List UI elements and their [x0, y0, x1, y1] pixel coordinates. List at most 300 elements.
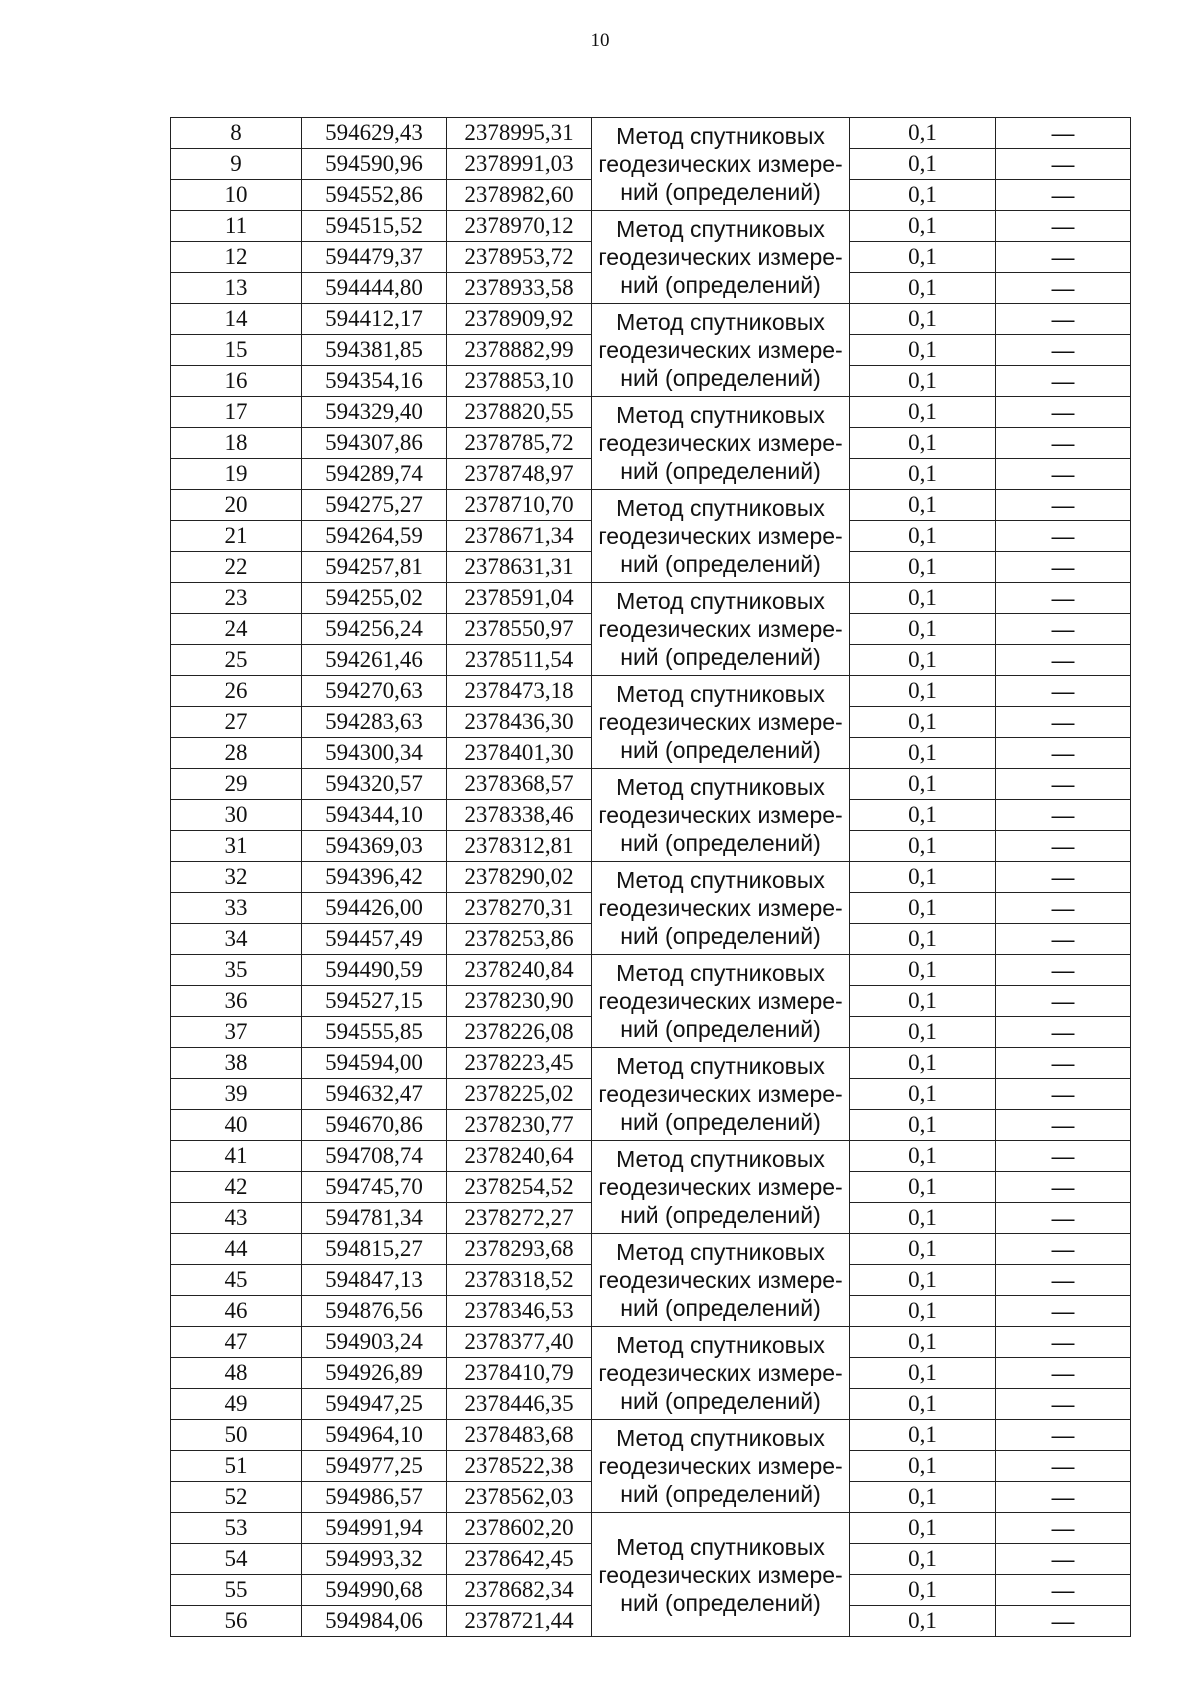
note-cell: —: [996, 738, 1131, 769]
point-number-cell: 11: [171, 211, 302, 242]
note-cell: —: [996, 1482, 1131, 1513]
y-coordinate-cell: 2378240,84: [447, 955, 592, 986]
point-number-cell: 22: [171, 552, 302, 583]
y-coordinate-cell: 2378933,58: [447, 273, 592, 304]
accuracy-cell: 0,1: [850, 149, 996, 180]
method-text-line: Метод спутниковых: [616, 1239, 825, 1265]
note-cell: —: [996, 521, 1131, 552]
method-text-line: Метод спутниковых: [616, 216, 825, 242]
point-number-cell: 17: [171, 397, 302, 428]
point-number-cell: 33: [171, 893, 302, 924]
method-text-line: Метод спутниковых: [616, 1332, 825, 1358]
y-coordinate-cell: 2378346,53: [447, 1296, 592, 1327]
accuracy-cell: 0,1: [850, 986, 996, 1017]
method-text-line: Метод спутниковых: [616, 1053, 825, 1079]
point-number-cell: 27: [171, 707, 302, 738]
method-cell: [592, 862, 850, 955]
table-row: [171, 676, 1131, 707]
x-coordinate-cell: 594552,86: [302, 180, 447, 211]
point-number-cell: 44: [171, 1234, 302, 1265]
y-coordinate-cell: 2378995,31: [447, 118, 592, 149]
y-coordinate-cell: 2378853,10: [447, 366, 592, 397]
method-text-line: ний (определений): [620, 551, 821, 577]
note-cell: —: [996, 304, 1131, 335]
method-cell: [592, 1327, 850, 1420]
y-coordinate-cell: 2378970,12: [447, 211, 592, 242]
accuracy-cell: 0,1: [850, 1203, 996, 1234]
x-coordinate-cell: 594555,85: [302, 1017, 447, 1048]
point-number-cell: 21: [171, 521, 302, 552]
accuracy-cell: 0,1: [850, 955, 996, 986]
note-cell: —: [996, 490, 1131, 521]
x-coordinate-cell: 594670,86: [302, 1110, 447, 1141]
x-coordinate-cell: 594329,40: [302, 397, 447, 428]
accuracy-cell: 0,1: [850, 366, 996, 397]
point-number-cell: 10: [171, 180, 302, 211]
x-coordinate-cell: 594991,94: [302, 1513, 447, 1544]
note-cell: —: [996, 769, 1131, 800]
x-coordinate-cell: 594815,27: [302, 1234, 447, 1265]
method-text-line: Метод спутниковых: [616, 867, 825, 893]
note-cell: —: [996, 335, 1131, 366]
method-text-line: геодезических измере-: [598, 802, 843, 828]
y-coordinate-cell: 2378721,44: [447, 1606, 592, 1637]
point-number-cell: 40: [171, 1110, 302, 1141]
note-cell: —: [996, 1420, 1131, 1451]
x-coordinate-cell: 594986,57: [302, 1482, 447, 1513]
method-text-line: геодезических измере-: [598, 1561, 843, 1588]
y-coordinate-cell: 2378591,04: [447, 583, 592, 614]
note-cell: —: [996, 1234, 1131, 1265]
method-cell: [592, 490, 850, 583]
accuracy-cell: 0,1: [850, 893, 996, 924]
point-number-cell: 25: [171, 645, 302, 676]
y-coordinate-cell: 2378909,92: [447, 304, 592, 335]
method-text-line: Метод спутниковых: [616, 1146, 825, 1172]
accuracy-cell: 0,1: [850, 1110, 996, 1141]
note-cell: —: [996, 428, 1131, 459]
y-coordinate-cell: 2378290,02: [447, 862, 592, 893]
point-number-cell: 37: [171, 1017, 302, 1048]
y-coordinate-cell: 2378602,20: [447, 1513, 592, 1544]
y-coordinate-cell: 2378318,52: [447, 1265, 592, 1296]
method-text-line: геодезических измере-: [598, 151, 843, 177]
accuracy-cell: 0,1: [850, 769, 996, 800]
accuracy-cell: 0,1: [850, 1172, 996, 1203]
accuracy-cell: 0,1: [850, 397, 996, 428]
y-coordinate-cell: 2378338,46: [447, 800, 592, 831]
method-cell: [592, 118, 850, 211]
method-text-line: геодезических измере-: [598, 1267, 843, 1293]
x-coordinate-cell: 594289,74: [302, 459, 447, 490]
point-number-cell: 55: [171, 1575, 302, 1606]
point-number-cell: 28: [171, 738, 302, 769]
accuracy-cell: 0,1: [850, 800, 996, 831]
method-cell: [592, 583, 850, 676]
y-coordinate-cell: 2378562,03: [447, 1482, 592, 1513]
point-number-cell: 50: [171, 1420, 302, 1451]
accuracy-cell: 0,1: [850, 428, 996, 459]
table-row: [171, 397, 1131, 428]
x-coordinate-cell: 594708,74: [302, 1141, 447, 1172]
method-text-line: ний (определений): [620, 1481, 821, 1507]
note-cell: —: [996, 1017, 1131, 1048]
accuracy-cell: 0,1: [850, 1482, 996, 1513]
y-coordinate-cell: 2378226,08: [447, 1017, 592, 1048]
point-number-cell: 24: [171, 614, 302, 645]
method-text-line: геодезических измере-: [598, 895, 843, 921]
method-text-line: ний (определений): [620, 179, 821, 205]
note-cell: —: [996, 397, 1131, 428]
method-text-line: ний (определений): [620, 737, 821, 763]
point-number-cell: 54: [171, 1544, 302, 1575]
point-number-cell: 13: [171, 273, 302, 304]
method-text-line: ний (определений): [620, 272, 821, 298]
x-coordinate-cell: 594300,34: [302, 738, 447, 769]
x-coordinate-cell: 594903,24: [302, 1327, 447, 1358]
point-number-cell: 30: [171, 800, 302, 831]
x-coordinate-cell: 594926,89: [302, 1358, 447, 1389]
table-row: [171, 1420, 1131, 1451]
accuracy-cell: 0,1: [850, 924, 996, 955]
y-coordinate-cell: 2378991,03: [447, 149, 592, 180]
x-coordinate-cell: 594781,34: [302, 1203, 447, 1234]
point-number-cell: 18: [171, 428, 302, 459]
accuracy-cell: 0,1: [850, 490, 996, 521]
accuracy-cell: 0,1: [850, 1234, 996, 1265]
table-row: [171, 1234, 1131, 1265]
y-coordinate-cell: 2378511,54: [447, 645, 592, 676]
x-coordinate-cell: 594307,86: [302, 428, 447, 459]
accuracy-cell: 0,1: [850, 1265, 996, 1296]
table-row: [171, 583, 1131, 614]
point-number-cell: 14: [171, 304, 302, 335]
accuracy-cell: 0,1: [850, 1048, 996, 1079]
note-cell: —: [996, 149, 1131, 180]
point-number-cell: 15: [171, 335, 302, 366]
point-number-cell: 31: [171, 831, 302, 862]
x-coordinate-cell: 594457,49: [302, 924, 447, 955]
y-coordinate-cell: 2378550,97: [447, 614, 592, 645]
method-text-line: Метод спутниковых: [616, 681, 825, 707]
note-cell: —: [996, 1389, 1131, 1420]
table-row: [171, 1513, 1131, 1544]
y-coordinate-cell: 2378483,68: [447, 1420, 592, 1451]
method-text-line: геодезических измере-: [598, 523, 843, 549]
x-coordinate-cell: 594256,24: [302, 614, 447, 645]
x-coordinate-cell: 594629,43: [302, 118, 447, 149]
y-coordinate-cell: 2378820,55: [447, 397, 592, 428]
note-cell: —: [996, 831, 1131, 862]
method-text-line: Метод спутниковых: [616, 588, 825, 614]
accuracy-cell: 0,1: [850, 1451, 996, 1482]
y-coordinate-cell: 2378642,45: [447, 1544, 592, 1575]
method-text-line: Метод спутниковых: [616, 309, 825, 335]
point-number-cell: 41: [171, 1141, 302, 1172]
x-coordinate-cell: 594590,96: [302, 149, 447, 180]
method-text-line: ний (определений): [620, 1016, 821, 1042]
y-coordinate-cell: 2378785,72: [447, 428, 592, 459]
note-cell: —: [996, 676, 1131, 707]
page-number: 10: [590, 30, 610, 51]
method-text-line: геодезических измере-: [598, 1453, 843, 1479]
method-cell: [592, 1513, 850, 1637]
table-row: [171, 1048, 1131, 1079]
point-number-cell: 12: [171, 242, 302, 273]
y-coordinate-cell: 2378253,86: [447, 924, 592, 955]
accuracy-cell: 0,1: [850, 180, 996, 211]
x-coordinate-cell: 594632,47: [302, 1079, 447, 1110]
point-number-cell: 45: [171, 1265, 302, 1296]
accuracy-cell: 0,1: [850, 118, 996, 149]
coordinates-table: [170, 117, 1131, 1637]
x-coordinate-cell: 594444,80: [302, 273, 447, 304]
x-coordinate-cell: 594320,57: [302, 769, 447, 800]
x-coordinate-cell: 594964,10: [302, 1420, 447, 1451]
table-row: [171, 211, 1131, 242]
note-cell: —: [996, 645, 1131, 676]
method-text-line: ний (определений): [620, 1388, 821, 1414]
y-coordinate-cell: 2378225,02: [447, 1079, 592, 1110]
table-row: [171, 304, 1131, 335]
x-coordinate-cell: 594354,16: [302, 366, 447, 397]
table-row: [171, 1141, 1131, 1172]
accuracy-cell: 0,1: [850, 707, 996, 738]
table-row: [171, 118, 1131, 149]
point-number-cell: 53: [171, 1513, 302, 1544]
method-text-line: Метод спутниковых: [616, 774, 825, 800]
accuracy-cell: 0,1: [850, 1389, 996, 1420]
x-coordinate-cell: 594977,25: [302, 1451, 447, 1482]
x-coordinate-cell: 594876,56: [302, 1296, 447, 1327]
accuracy-cell: 0,1: [850, 1575, 996, 1606]
point-number-cell: 23: [171, 583, 302, 614]
method-cell: [592, 1420, 850, 1513]
method-text-line: геодезических измере-: [598, 244, 843, 270]
method-text-line: ний (определений): [620, 1202, 821, 1228]
method-text-line: ний (определений): [620, 1295, 821, 1321]
table-row: [171, 955, 1131, 986]
y-coordinate-cell: 2378671,34: [447, 521, 592, 552]
accuracy-cell: 0,1: [850, 1327, 996, 1358]
x-coordinate-cell: 594270,63: [302, 676, 447, 707]
accuracy-cell: 0,1: [850, 1544, 996, 1575]
x-coordinate-cell: 594594,00: [302, 1048, 447, 1079]
point-number-cell: 16: [171, 366, 302, 397]
method-text-line: ний (определений): [620, 923, 821, 949]
x-coordinate-cell: 594984,06: [302, 1606, 447, 1637]
note-cell: —: [996, 1265, 1131, 1296]
accuracy-cell: 0,1: [850, 335, 996, 366]
accuracy-cell: 0,1: [850, 645, 996, 676]
table-row: [171, 1327, 1131, 1358]
method-text-line: геодезических измере-: [598, 709, 843, 735]
x-coordinate-cell: 594257,81: [302, 552, 447, 583]
accuracy-cell: 0,1: [850, 521, 996, 552]
method-cell: [592, 676, 850, 769]
point-number-cell: 56: [171, 1606, 302, 1637]
x-coordinate-cell: 594947,25: [302, 1389, 447, 1420]
point-number-cell: 34: [171, 924, 302, 955]
y-coordinate-cell: 2378230,77: [447, 1110, 592, 1141]
note-cell: —: [996, 800, 1131, 831]
note-cell: —: [996, 1575, 1131, 1606]
accuracy-cell: 0,1: [850, 1017, 996, 1048]
y-coordinate-cell: 2378368,57: [447, 769, 592, 800]
x-coordinate-cell: 594344,10: [302, 800, 447, 831]
method-cell: [592, 304, 850, 397]
note-cell: —: [996, 1296, 1131, 1327]
method-text-line: геодезических измере-: [598, 337, 843, 363]
accuracy-cell: 0,1: [850, 273, 996, 304]
note-cell: —: [996, 459, 1131, 490]
note-cell: —: [996, 614, 1131, 645]
accuracy-cell: 0,1: [850, 459, 996, 490]
y-coordinate-cell: 2378240,64: [447, 1141, 592, 1172]
note-cell: —: [996, 1110, 1131, 1141]
method-cell: [592, 1048, 850, 1141]
point-number-cell: 48: [171, 1358, 302, 1389]
x-coordinate-cell: 594412,17: [302, 304, 447, 335]
x-coordinate-cell: 594264,59: [302, 521, 447, 552]
point-number-cell: 9: [171, 149, 302, 180]
accuracy-cell: 0,1: [850, 304, 996, 335]
y-coordinate-cell: 2378953,72: [447, 242, 592, 273]
point-number-cell: 47: [171, 1327, 302, 1358]
point-number-cell: 43: [171, 1203, 302, 1234]
accuracy-cell: 0,1: [850, 831, 996, 862]
method-cell: [592, 397, 850, 490]
method-cell: [592, 769, 850, 862]
x-coordinate-cell: 594255,02: [302, 583, 447, 614]
method-text-line: Метод спутниковых: [616, 960, 825, 986]
point-number-cell: 8: [171, 118, 302, 149]
point-number-cell: 29: [171, 769, 302, 800]
point-number-cell: 39: [171, 1079, 302, 1110]
method-cell: [592, 1234, 850, 1327]
accuracy-cell: 0,1: [850, 1420, 996, 1451]
note-cell: —: [996, 1141, 1131, 1172]
accuracy-cell: 0,1: [850, 583, 996, 614]
note-cell: —: [996, 986, 1131, 1017]
method-text-line: ний (определений): [620, 1589, 821, 1616]
method-text-line: геодезических измере-: [598, 1360, 843, 1386]
note-cell: —: [996, 924, 1131, 955]
method-text-line: Метод спутниковых: [616, 402, 825, 428]
method-text-line: ний (определений): [620, 1109, 821, 1135]
note-cell: —: [996, 1451, 1131, 1482]
y-coordinate-cell: 2378446,35: [447, 1389, 592, 1420]
method-text-line: ний (определений): [620, 644, 821, 670]
y-coordinate-cell: 2378748,97: [447, 459, 592, 490]
note-cell: —: [996, 1513, 1131, 1544]
y-coordinate-cell: 2378377,40: [447, 1327, 592, 1358]
method-text-line: ний (определений): [620, 830, 821, 856]
method-text-line: Метод спутниковых: [616, 123, 825, 149]
x-coordinate-cell: 594396,42: [302, 862, 447, 893]
note-cell: —: [996, 1048, 1131, 1079]
point-number-cell: 35: [171, 955, 302, 986]
point-number-cell: 51: [171, 1451, 302, 1482]
accuracy-cell: 0,1: [850, 1079, 996, 1110]
method-cell: [592, 955, 850, 1048]
note-cell: —: [996, 1079, 1131, 1110]
x-coordinate-cell: 594275,27: [302, 490, 447, 521]
y-coordinate-cell: 2378230,90: [447, 986, 592, 1017]
method-text-line: геодезических измере-: [598, 1081, 843, 1107]
note-cell: —: [996, 1327, 1131, 1358]
note-cell: —: [996, 242, 1131, 273]
method-text-line: геодезических измере-: [598, 1174, 843, 1200]
y-coordinate-cell: 2378401,30: [447, 738, 592, 769]
point-number-cell: 32: [171, 862, 302, 893]
point-number-cell: 26: [171, 676, 302, 707]
method-text-line: геодезических измере-: [598, 616, 843, 642]
note-cell: —: [996, 1544, 1131, 1575]
accuracy-cell: 0,1: [850, 1513, 996, 1544]
x-coordinate-cell: 594993,32: [302, 1544, 447, 1575]
method-cell: [592, 1141, 850, 1234]
accuracy-cell: 0,1: [850, 1606, 996, 1637]
note-cell: —: [996, 893, 1131, 924]
method-text-line: геодезических измере-: [598, 430, 843, 456]
accuracy-cell: 0,1: [850, 614, 996, 645]
y-coordinate-cell: 2378473,18: [447, 676, 592, 707]
x-coordinate-cell: 594515,52: [302, 211, 447, 242]
note-cell: —: [996, 552, 1131, 583]
accuracy-cell: 0,1: [850, 242, 996, 273]
note-cell: —: [996, 211, 1131, 242]
accuracy-cell: 0,1: [850, 1296, 996, 1327]
y-coordinate-cell: 2378223,45: [447, 1048, 592, 1079]
x-coordinate-cell: 594283,63: [302, 707, 447, 738]
x-coordinate-cell: 594847,13: [302, 1265, 447, 1296]
method-text-line: Метод спутниковых: [616, 1425, 825, 1451]
note-cell: —: [996, 273, 1131, 304]
point-number-cell: 36: [171, 986, 302, 1017]
y-coordinate-cell: 2378982,60: [447, 180, 592, 211]
y-coordinate-cell: 2378682,34: [447, 1575, 592, 1606]
point-number-cell: 38: [171, 1048, 302, 1079]
note-cell: —: [996, 1203, 1131, 1234]
method-text-line: ний (определений): [620, 458, 821, 484]
accuracy-cell: 0,1: [850, 676, 996, 707]
point-number-cell: 20: [171, 490, 302, 521]
note-cell: —: [996, 1172, 1131, 1203]
y-coordinate-cell: 2378312,81: [447, 831, 592, 862]
x-coordinate-cell: 594527,15: [302, 986, 447, 1017]
x-coordinate-cell: 594745,70: [302, 1172, 447, 1203]
point-number-cell: 42: [171, 1172, 302, 1203]
point-number-cell: 46: [171, 1296, 302, 1327]
point-number-cell: 19: [171, 459, 302, 490]
y-coordinate-cell: 2378710,70: [447, 490, 592, 521]
method-text-line: Метод спутниковых: [616, 495, 825, 521]
accuracy-cell: 0,1: [850, 862, 996, 893]
y-coordinate-cell: 2378254,52: [447, 1172, 592, 1203]
y-coordinate-cell: 2378293,68: [447, 1234, 592, 1265]
x-coordinate-cell: 594479,37: [302, 242, 447, 273]
note-cell: —: [996, 583, 1131, 614]
y-coordinate-cell: 2378270,31: [447, 893, 592, 924]
method-text-line: геодезических измере-: [598, 988, 843, 1014]
y-coordinate-cell: 2378631,31: [447, 552, 592, 583]
note-cell: —: [996, 862, 1131, 893]
x-coordinate-cell: 594369,03: [302, 831, 447, 862]
accuracy-cell: 0,1: [850, 738, 996, 769]
x-coordinate-cell: 594381,85: [302, 335, 447, 366]
y-coordinate-cell: 2378410,79: [447, 1358, 592, 1389]
